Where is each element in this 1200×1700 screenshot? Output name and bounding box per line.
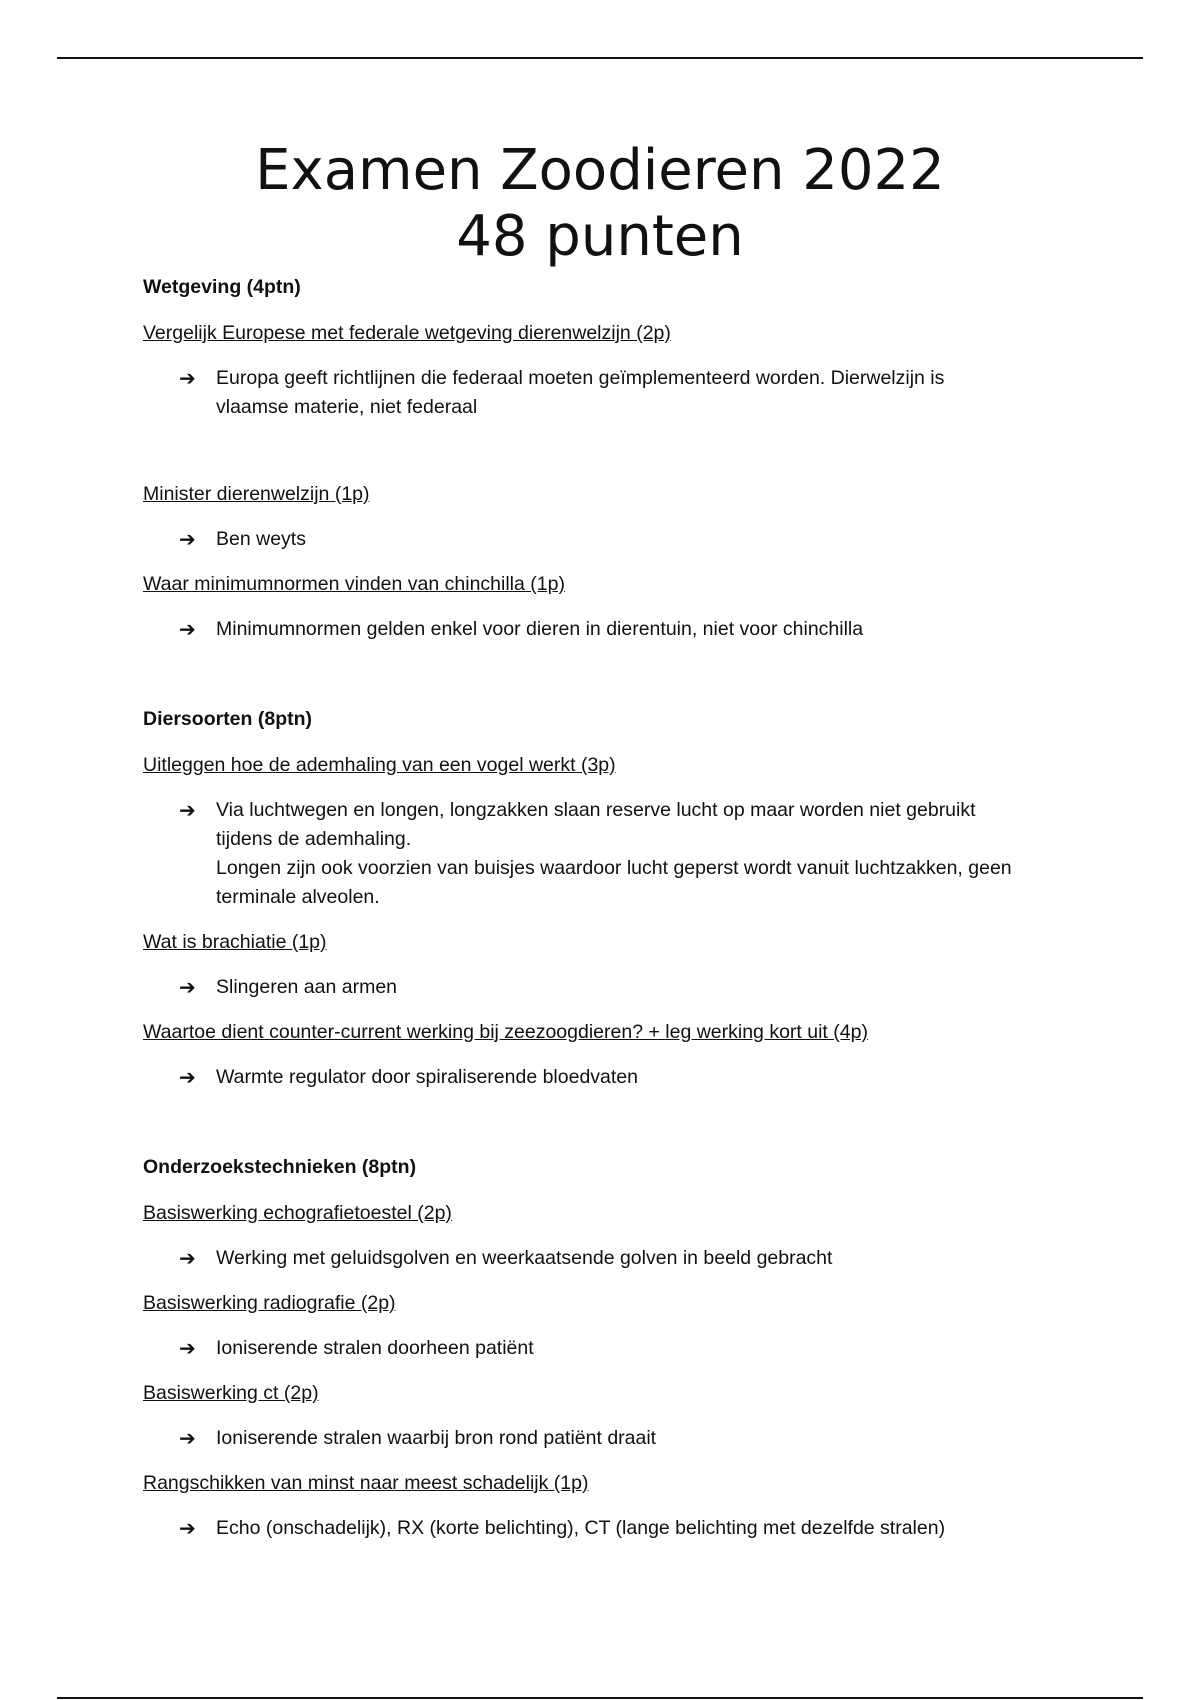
section-heading: Onderzoekstechnieken (8ptn) (143, 1156, 417, 1178)
arrow-icon: ➔ (179, 617, 196, 641)
answer-line: terminale alveolen. (216, 886, 380, 908)
section-diersoorten (143, 705, 1083, 1153)
answer-line: vlaamse materie, niet federaal (216, 396, 478, 418)
title-line-1: Examen Zoodieren 2022 (255, 138, 945, 203)
answer (143, 364, 1083, 422)
arrow-icon: ➔ (179, 975, 196, 999)
question: Basiswerking ct (2p) (143, 1382, 319, 1404)
answer-line: Echo (onschadelijk), RX (korte belichting), CT (lange belichting met dezelfde stralen) (216, 1517, 946, 1539)
answer-line: Via luchtwegen en longen, longzakken slaan reserve lucht op maar worden niet gebruikt (216, 799, 976, 821)
answer (143, 1244, 1083, 1273)
arrow-icon: ➔ (179, 1336, 196, 1360)
answer-line: Ben weyts (216, 528, 306, 550)
section-wetgeving (143, 273, 1083, 705)
document-body (143, 273, 1083, 1559)
section-onderzoekstechnieken (143, 1153, 1083, 1543)
spacer (143, 438, 1083, 480)
section-heading: Wetgeving (4ptn) (143, 276, 301, 298)
question: Vergelijk Europese met federale wetgeving dierenwelzijn (2p) (143, 322, 671, 344)
answer (143, 525, 1083, 554)
answer-line: Minimumnormen gelden enkel voor dieren in dierentuin, niet voor chinchilla (216, 618, 864, 640)
section-heading: Diersoorten (8ptn) (143, 708, 313, 730)
question: Minister dierenwelzijn (1p) (143, 483, 370, 505)
arrow-icon: ➔ (179, 366, 196, 390)
answer-line: tijdens de ademhaling. (216, 828, 412, 850)
spacer (143, 660, 1083, 705)
answer-line: Warmte regulator door spiraliserende bloedvaten (216, 1066, 639, 1088)
question: Wat is brachiatie (1p) (143, 931, 327, 953)
question: Rangschikken van minst naar meest schadelijk (1p) (143, 1472, 589, 1494)
answer (143, 1063, 1083, 1092)
question: Basiswerking radiografie (2p) (143, 1292, 396, 1314)
answer-line: Werking met geluidsgolven en weerkaatsende golven in beeld gebracht (216, 1247, 833, 1269)
answer (143, 796, 1083, 912)
answer-line: Ioniserende stralen waarbij bron rond patiënt draait (216, 1427, 657, 1449)
question: Basiswerking echografietoestel (2p) (143, 1202, 452, 1224)
arrow-icon: ➔ (179, 527, 196, 551)
title-line-2: 48 punten (456, 204, 744, 269)
arrow-icon: ➔ (179, 1516, 196, 1540)
top-rule (57, 57, 1143, 59)
answer (143, 615, 1083, 644)
arrow-icon: ➔ (179, 1065, 196, 1089)
answer-line: Europa geeft richtlijnen die federaal moeten geïmplementeerd worden. Dierwelzijn is (216, 367, 945, 389)
answer-line: Ioniserende stralen doorheen patiënt (216, 1337, 534, 1359)
answer (143, 1334, 1083, 1363)
arrow-icon: ➔ (179, 1426, 196, 1450)
question: Uitleggen hoe de ademhaling van een vogel werkt (3p) (143, 754, 616, 776)
page-title (0, 138, 1200, 270)
arrow-icon: ➔ (179, 798, 196, 822)
arrow-icon: ➔ (179, 1246, 196, 1270)
answer-line: Slingeren aan armen (216, 976, 398, 998)
answer (143, 973, 1083, 1002)
question: Waartoe dient counter-current werking bij zeezoogdieren? + leg werking kort uit (4p) (143, 1021, 868, 1043)
question: Waar minimumnormen vinden van chinchilla (1p) (143, 573, 565, 595)
answer-line: Longen zijn ook voorzien van buisjes waardoor lucht geperst wordt vanuit luchtzakken, geen (216, 857, 1012, 879)
answer (143, 1514, 1083, 1543)
bottom-rule (57, 1697, 1143, 1699)
spacer (143, 1108, 1083, 1153)
answer (143, 1424, 1083, 1453)
